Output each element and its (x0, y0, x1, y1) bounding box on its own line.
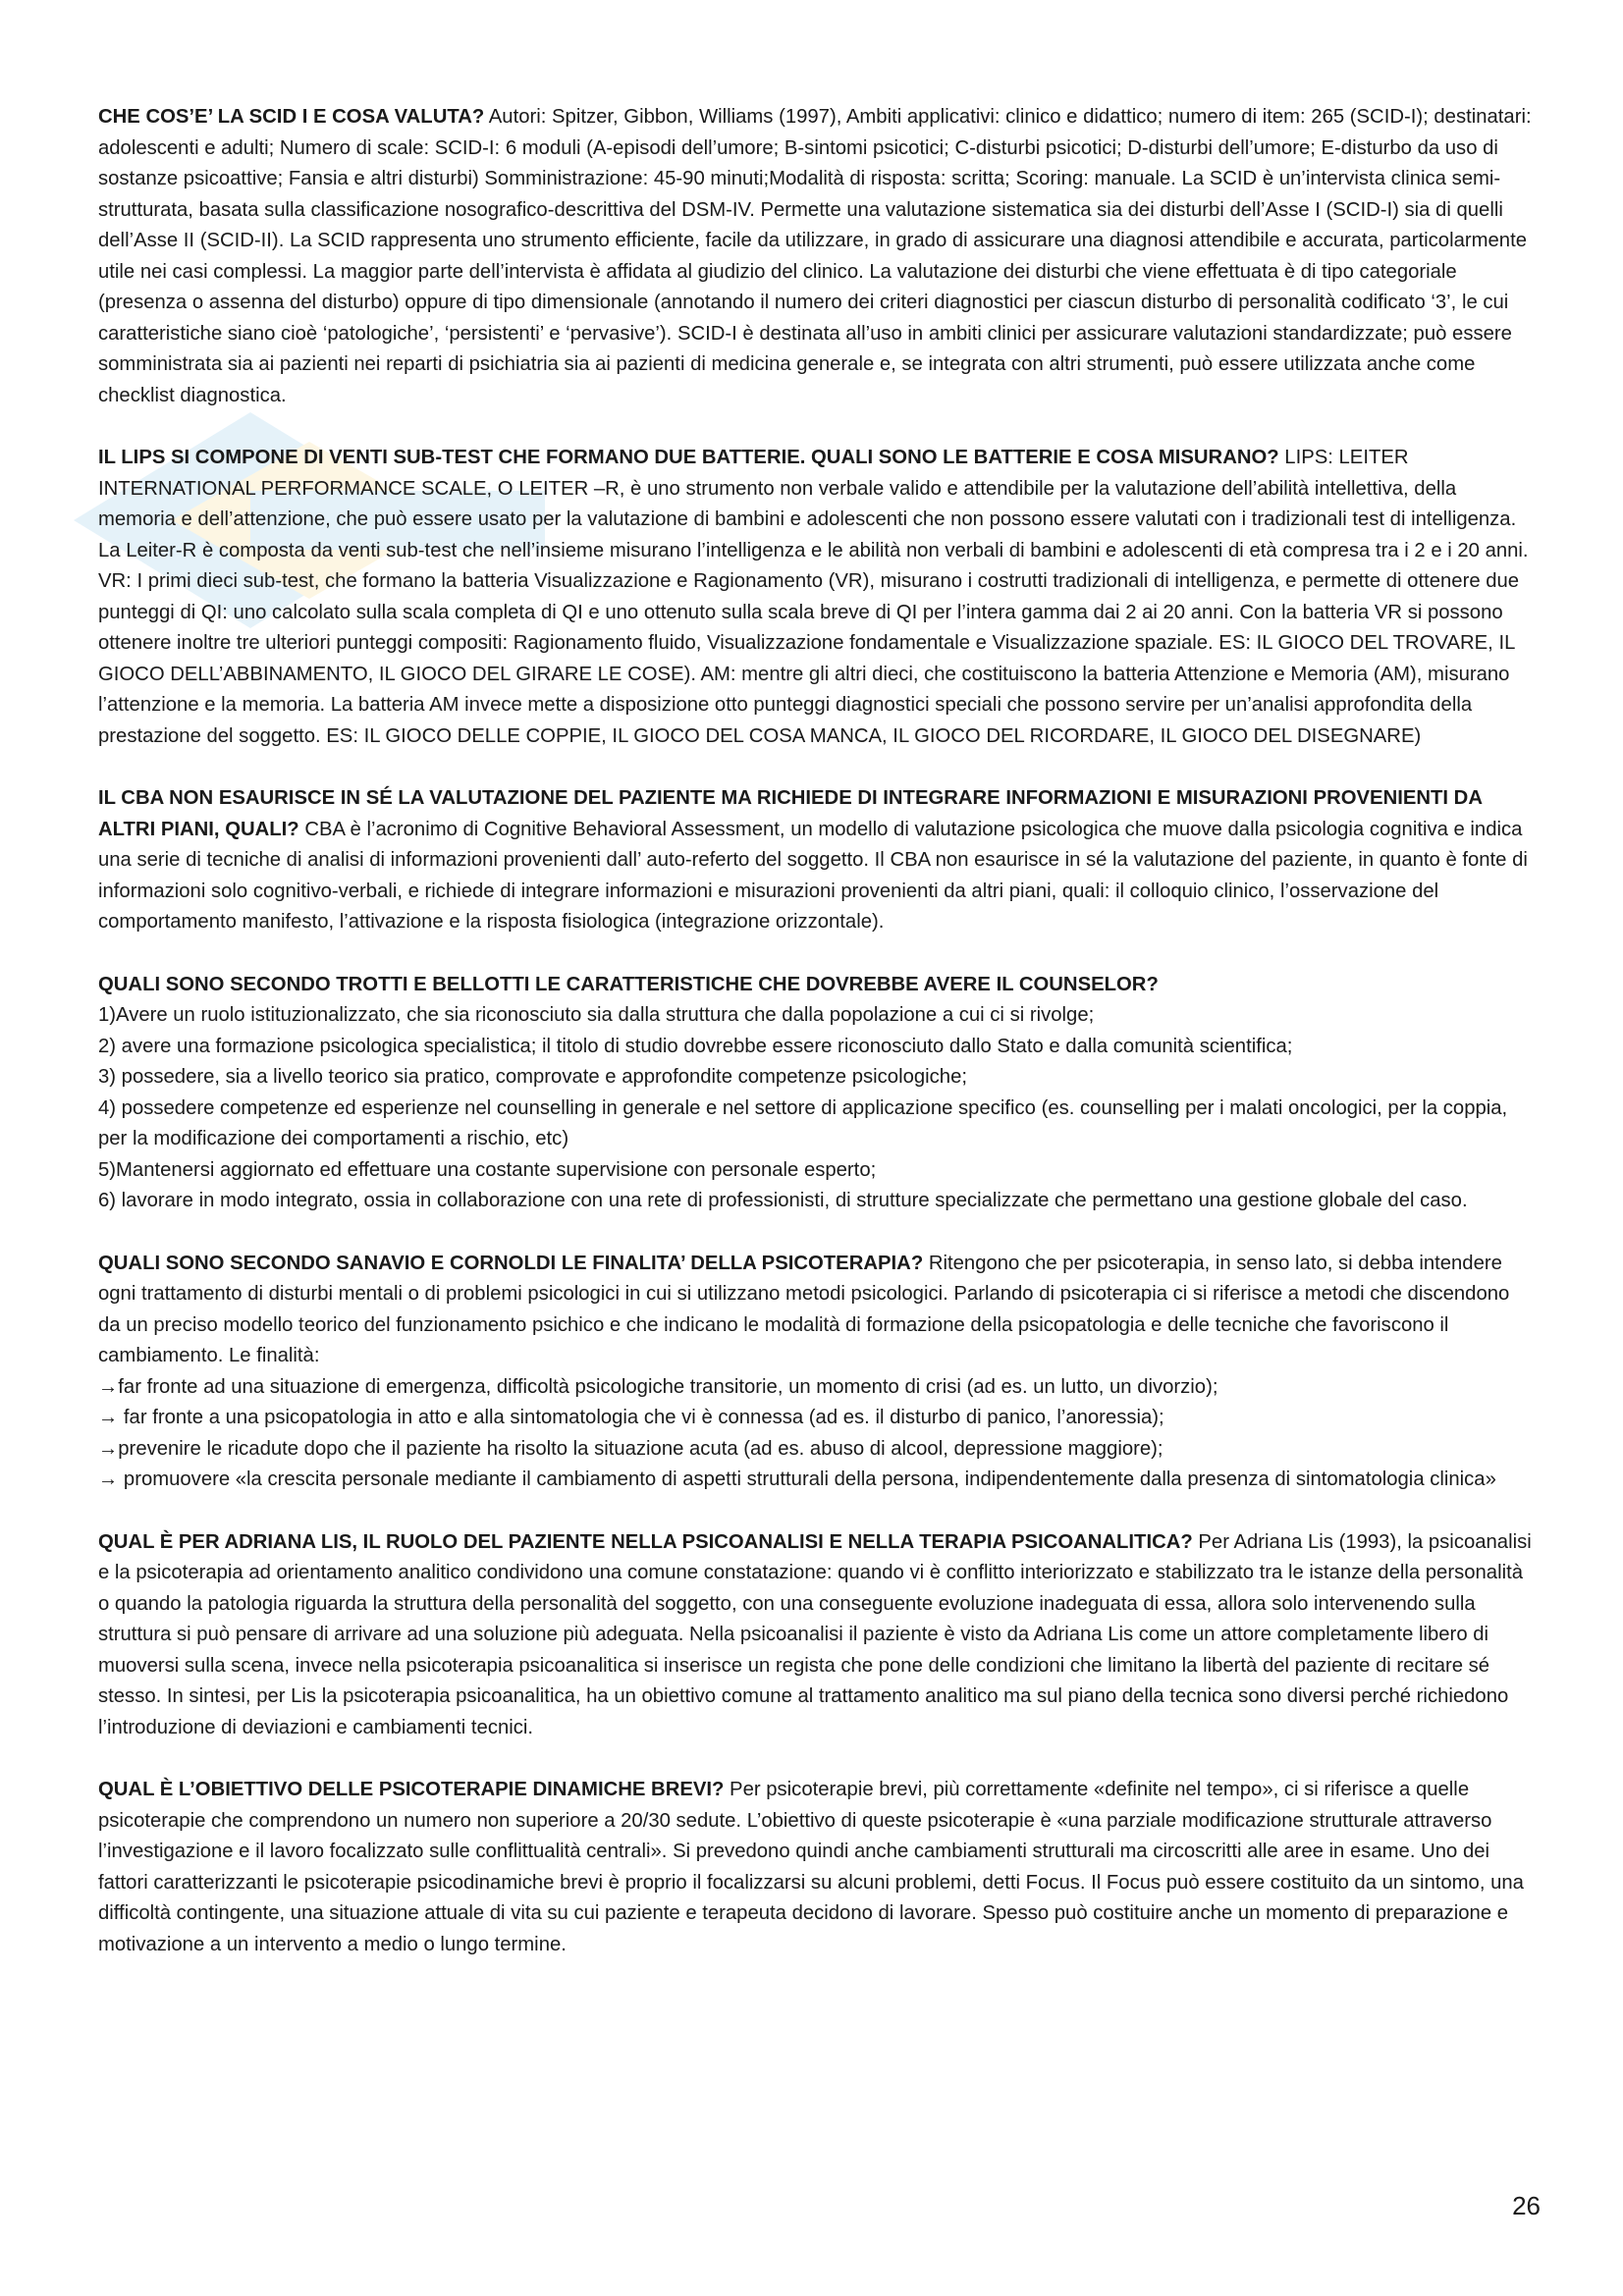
section-lips (98, 443, 1532, 752)
section-question: QUALI SONO SECONDO TROTTI E BELLOTTI LE CARATTERISTICHE CHE DOVREBBE AVERE IL COUNSELOR? (98, 973, 1159, 995)
section-question: QUAL È PER ADRIANA LIS, IL RUOLO DEL PAZIENTE NELLA PSICOANALISI E NELLA TERAPIA PSICOANALITICA? (98, 1530, 1193, 1553)
document-body (98, 102, 1532, 1992)
list-item: 4) possedere competenze ed esperienze nel counselling in generale e nel settore di applicazione specifico (es. counselling per i malati oncologici, per la coppia, per la modificazione dei comportamenti a rischio, etc) (98, 1096, 1508, 1149)
section-scid (98, 102, 1532, 411)
section-answer: LIPS: LEITER INTERNATIONAL PERFORMANCE SCALE, O LEITER –R, è uno strumento non verbale valido e attendibile per la valutazione dell’abilità intellettiva, della memoria e dell’attenzione, che può essere usato per la valutazione di bambini e adolescenti che non possono essere valutati con i tradizionali test di intelligenza. La Leiter-R è composta da venti sub-test che nell’insieme misurano l’intelligenza e le abilità non verbali di bambini e adolescenti di età compresa tra i 2 e i 20 anni. VR: I primi dieci sub-test, che formano la batteria Visualizzazione e Ragionamento (VR), misurano i costrutti tradizionali di intelligenza, e permette di ottenere due punteggi di QI: uno calcolato sulla scala completa di QI e uno ottenuto sulla scala breve di QI per l’intera gamma dai 2 ai 20 anni. Con la batteria VR si possono ottenere inoltre tre ulteriori punteggi compositi: Ragionamento fluido, Visualizzazione fondamentale e Visualizzazione spaziale. ES: IL GIOCO DEL TROVARE, IL GIOCO DELL’ABBINAMENTO, IL GIOCO DEL GIRARE LE COSE). AM: mentre gli altri dieci, che costituiscono la batteria Attenzione e Memoria (AM), misurano l’attenzione e la memoria. La batteria AM invece mette a disposizione otto punteggi diagnostici speciali che possono servire per un’analisi approfondita della prestazione del soggetto. ES: IL GIOCO DELLE COPPIE, IL GIOCO DEL COSA MANCA, IL GIOCO DEL RICORDARE, IL GIOCO DEL DISEGNARE) (98, 447, 1529, 747)
list-item: 5)Mantenersi aggiornato ed effettuare una costante supervisione con personale esperto; (98, 1158, 877, 1181)
list-item: 1)Avere un ruolo istituzionalizzato, che sia riconosciuto sia dalla struttura che dalla popolazione a cui ci si rivolge; (98, 1004, 1095, 1026)
section-answer: Per psicoterapie brevi, più correttamente «definite nel tempo», ci si riferisce a quelle psicoterapie che comprendono un numero non superiore a 20/30 sedute. L’obiettivo di queste psicoterapie è «una parziale modificazione strutturale attraverso l’investigazione e il lavoro focalizzato sulle conflittualità centrali». Si prevedono quindi anche cambiamenti strutturali ma circoscritti alle aree in esame. Uno dei fattori caratterizzanti le psicoterapie psicodinamiche brevi è proprio il focalizzarsi su alcuni problemi, detti Focus. Il Focus può essere costituito da un sintomo, una difficoltà contingente, una situazione attuale di vita su cui paziente e terapeuta decidono di lavorare. Spesso può costituire anche un momento di preparazione e motivazione a un intervento a medio o lungo termine. (98, 1779, 1524, 1955)
section-question: IL CBA NON ESAURISCE IN SÉ LA VALUTAZIONE DEL PAZIENTE MA RICHIEDE DI INTEGRARE INFORMAZIONI E MISURAZIONI PROVENIENTI DA ALTRI PIANI, QUALI? (98, 787, 1483, 840)
list-item: →far fronte ad una situazione di emergenza, difficoltà psicologiche transitorie, un momento di crisi (ad es. un lutto, un divorzio); (98, 1375, 1218, 1398)
section-psicoterapie-brevi (98, 1775, 1532, 1960)
list-item: →prevenire le ricadute dopo che il paziente ha risolto la situazione acuta (ad es. abuso di alcool, depressione maggiore); (98, 1437, 1163, 1460)
list-item: 2) avere una formazione psicologica specialistica; il titolo di studio dovrebbe essere riconosciuto dallo Stato e dalla comunità scientifica; (98, 1035, 1293, 1057)
section-answer: Autori: Spitzer, Gibbon, Williams (1997), Ambiti applicativi: clinico e didattico; numero di item: 265 (SCID-I); destinatari: adolescenti e adulti; Numero di scale: SCID-I: 6 moduli (A-episodi dell’umore; B-sintomi psicotici; C-disturbi psicotici; D-disturbi dell’umore; E-disturbo da uso di sostanze psicoattive; Fansia e altri disturbi) Somministrazione: 45-90 minuti;Modalità di risposta: scritta; Scoring: manuale. La SCID è un’intervista clinica semi-strutturata, basata sulla classificazione nosografico-descrittiva del DSM-IV. Permette una valutazione sistematica sia dei disturbi dell’Asse I (SCID-I) sia di quelli dell’Asse II (SCID-II). La SCID rappresenta uno strumento efficiente, facile da utilizzare, in grado di assicurare una diagnosi attendibile e accurata, particolarmente utile nei casi complessi. La maggior parte dell’intervista è affidata al giudizio del clinico. La valutazione dei disturbi che viene effettuata è di tipo categoriale (presenza o assenna del disturbo) oppure di tipo dimensionale (annotando il numero dei criteri diagnostici per ciascun disturbo di personalità codificato ‘3’, le cui caratteristiche siano cioè ‘patologiche’, ‘persistenti’ e ‘pervasive’). SCID-I è destinata all’uso in ambiti clinici per assicurare valutazioni standardizzate; può essere somministrata sia ai pazienti nei reparti di psichiatria sia ai pazienti di medicina generale e, se integrata con altri strumenti, può essere utilizzata anche come checklist diagnostica. (98, 106, 1532, 406)
list-item: → promuovere «la crescita personale mediante il cambiamento di aspetti strutturali della persona, indipendentemente dalla presenza di sintomatologia clinica» (98, 1468, 1496, 1490)
list-item: 3) possedere, sia a livello teorico sia pratico, comprovate e approfondite competenze psicologiche; (98, 1066, 967, 1088)
section-cba (98, 783, 1532, 938)
section-question: CHE COS’E’ LA SCID I E COSA VALUTA? (98, 106, 485, 128)
section-question: QUAL È L’OBIETTIVO DELLE PSICOTERAPIE DINAMICHE BREVI? (98, 1779, 725, 1800)
section-question: QUALI SONO SECONDO SANAVIO E CORNOLDI LE FINALITA’ DELLA PSICOTERAPIA? (98, 1252, 924, 1274)
list-item: → far fronte a una psicopatologia in atto e alla sintomatologia che vi è connessa (ad es. il disturbo di panico, l’anoressia); (98, 1407, 1164, 1428)
section-adriana-lis (98, 1527, 1532, 1744)
section-counselor (98, 970, 1532, 1217)
section-answer: Per Adriana Lis (1993), la psicoanalisi e la psicoterapia ad orientamento analitico condividono una comune constatazione: quando vi è conflitto interiorizzato e stabilizzato tra le istanze della personalità o quando la patologia riguarda la struttura della personalità del soggetto, con una conseguente evoluzione inadeguata di essa, allora solo intervenendo sulla struttura si può pensare di arrivare ad una soluzione più adeguata. Nella psicoanalisi il paziente è visto da Adriana Lis come un attore completamente libero di muoversi sulla scena, invece nella psicoterapia psicoanalitica si inserisce un regista che pone delle condizioni che limitano la libertà del paziente di recitare sé stesso. In sintesi, per Lis la psicoterapia psicoanalitica, ha un obiettivo comune al trattamento analitico ma sul piano della tecnica sono diversi perché richiedono l’introduzione di deviazioni e cambiamenti tecnici. (98, 1530, 1532, 1738)
section-answer: Ritengono che per psicoterapia, in senso lato, si debba intendere ogni trattamento di disturbi mentali o di problemi psicologici in cui si utilizzano metodi psicologici. Parlando di psicoterapia ci si riferisce a metodi che discendono da un preciso modello teorico del funzionamento psichico e che indicano le modalità di formazione della psicopatologia e delle tecniche che favoriscono il cambiamento. Le finalità: (98, 1252, 1510, 1366)
section-question: IL LIPS SI COMPONE DI VENTI SUB-TEST CHE FORMANO DUE BATTERIE. QUALI SONO LE BATTERIE E COSA MISURANO? (98, 447, 1279, 468)
list-item: 6) lavorare in modo integrato, ossia in collaborazione con una rete di professionisti, di strutture specializzate che permettano una gestione globale del caso. (98, 1190, 1468, 1211)
section-answer: CBA è l’acronimo di Cognitive Behavioral Assessment, un modello di valutazione psicologica che muove dalla psicologia cognitiva e indica una serie di tecniche di analisi di informazioni provenienti dall’ auto-referto del soggetto. Il CBA non esaurisce in sé la valutazione del paziente, in quanto è fonte di informazioni solo cognitivo-verbali, e richiede di integrare informazioni e misurazioni provenienti da altri piani, quali: il colloquio clinico, l’osservazione del comportamento manifesto, l’attivazione e la risposta fisiologica (integrazione orizzontale). (98, 818, 1528, 933)
page-number: 26 (1512, 2191, 1541, 2220)
section-finalita-psicoterapia (98, 1249, 1532, 1496)
